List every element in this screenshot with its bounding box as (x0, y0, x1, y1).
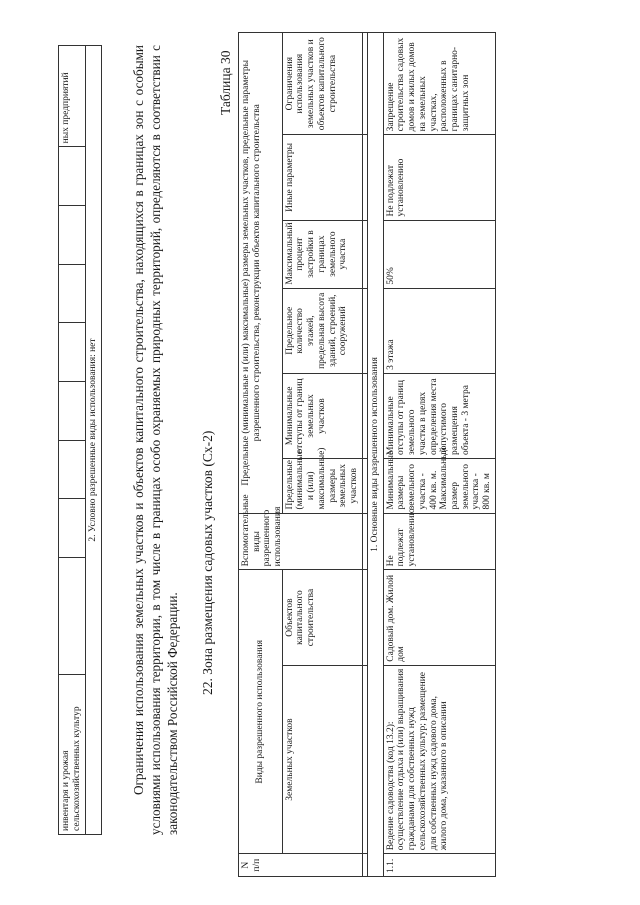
table-row (85, 46, 101, 835)
zone-regulations-table (238, 32, 496, 877)
col-header-setback: Минимальные отступы от границ земельных участков (282, 373, 362, 458)
table-header-row (282, 33, 362, 877)
cell-oks: Садовый дом. Жилой дом (383, 570, 495, 665)
cell-coverage: 50% (383, 220, 495, 288)
col-header-other: Иные параметры (282, 135, 362, 220)
table-header-row (239, 33, 283, 877)
col-header-num: N п/п (239, 854, 363, 877)
table-label: Таблица 30 (218, 50, 233, 115)
restrictions-paragraph: Ограничения использования земельных участков и объектов капитального строительства, находящихся в границах зон с особыми условиями использования территории, в том числе в границах особо охраняемых природных территорий, определяются в соответствии с законодательством Российской Федерации. (131, 45, 181, 835)
col-header-land: Земельных участков (282, 665, 362, 854)
table-cell: инвентаря и урожая сельскохозяйственных культур (59, 675, 86, 835)
table-cell: ных предприятий (59, 46, 86, 147)
cell-aux: Не подлежат установлению (383, 513, 495, 570)
col-header-limits: Предельные (минимальные и (или) максимальные) размеры земельных участков, предельные параметры разрешенного строительства, реконструкции объектов капитального строительства (239, 33, 283, 514)
table-row (367, 33, 383, 877)
cell-restrict: Запрещение строительства садовых домов и жилых домов на земельных участках, расположенных в границах санитарно-защитных зон (383, 33, 495, 135)
cell-land-use: Ведение садоводства (код 13.2): осуществление отдыха и (или) выращивания гражданами для собственных нужд сельскохозяйственных культур; размещение для собственных нужд садового дома, жилого дома, указанного в описании (383, 665, 495, 854)
table-row (59, 46, 86, 835)
section-heading: 1. Основные виды разрешенного использования (367, 33, 383, 877)
cell-size: Минимальные размеры земельного участка - 400 кв. м. Максимальный размер земельного участка - 800 кв. м (383, 459, 495, 514)
zone-title: 22. Зона размещения садовых участков (Сх-2) (200, 430, 215, 695)
col-header-size: Предельные (минимальные и (или) максимальные) размеры земельных участков (282, 459, 362, 514)
col-header-oks: Объектов капитального строительства (282, 570, 362, 665)
col-header-restrict: Ограничения использования земельных участков и объектов капитального строительства (282, 33, 362, 135)
col-header-aux: Вспомогательные виды разрешенного использования (239, 513, 363, 570)
col-header-uses: Виды разрешенного использования (239, 570, 283, 854)
cell-floors: 3 этажа (383, 288, 495, 373)
cell-other: Не подлежат установлению (383, 135, 495, 220)
col-header-coverage: Максимальный процент застройки в границах земельного участка (282, 220, 362, 288)
col-header-floors: Предельное количество этажей, предельная высота зданий, строений, сооружений (282, 288, 362, 373)
table-row (383, 33, 495, 877)
row-num: 1.1. (383, 854, 495, 877)
section-heading: 2. Условно разрешенные виды использования: нет (85, 46, 101, 835)
previous-zone-table (58, 45, 102, 835)
cell-setback: Минимальные отступы от границ земельного участка в целях определения места допустимого размещения объекта - 3 метра (383, 373, 495, 458)
